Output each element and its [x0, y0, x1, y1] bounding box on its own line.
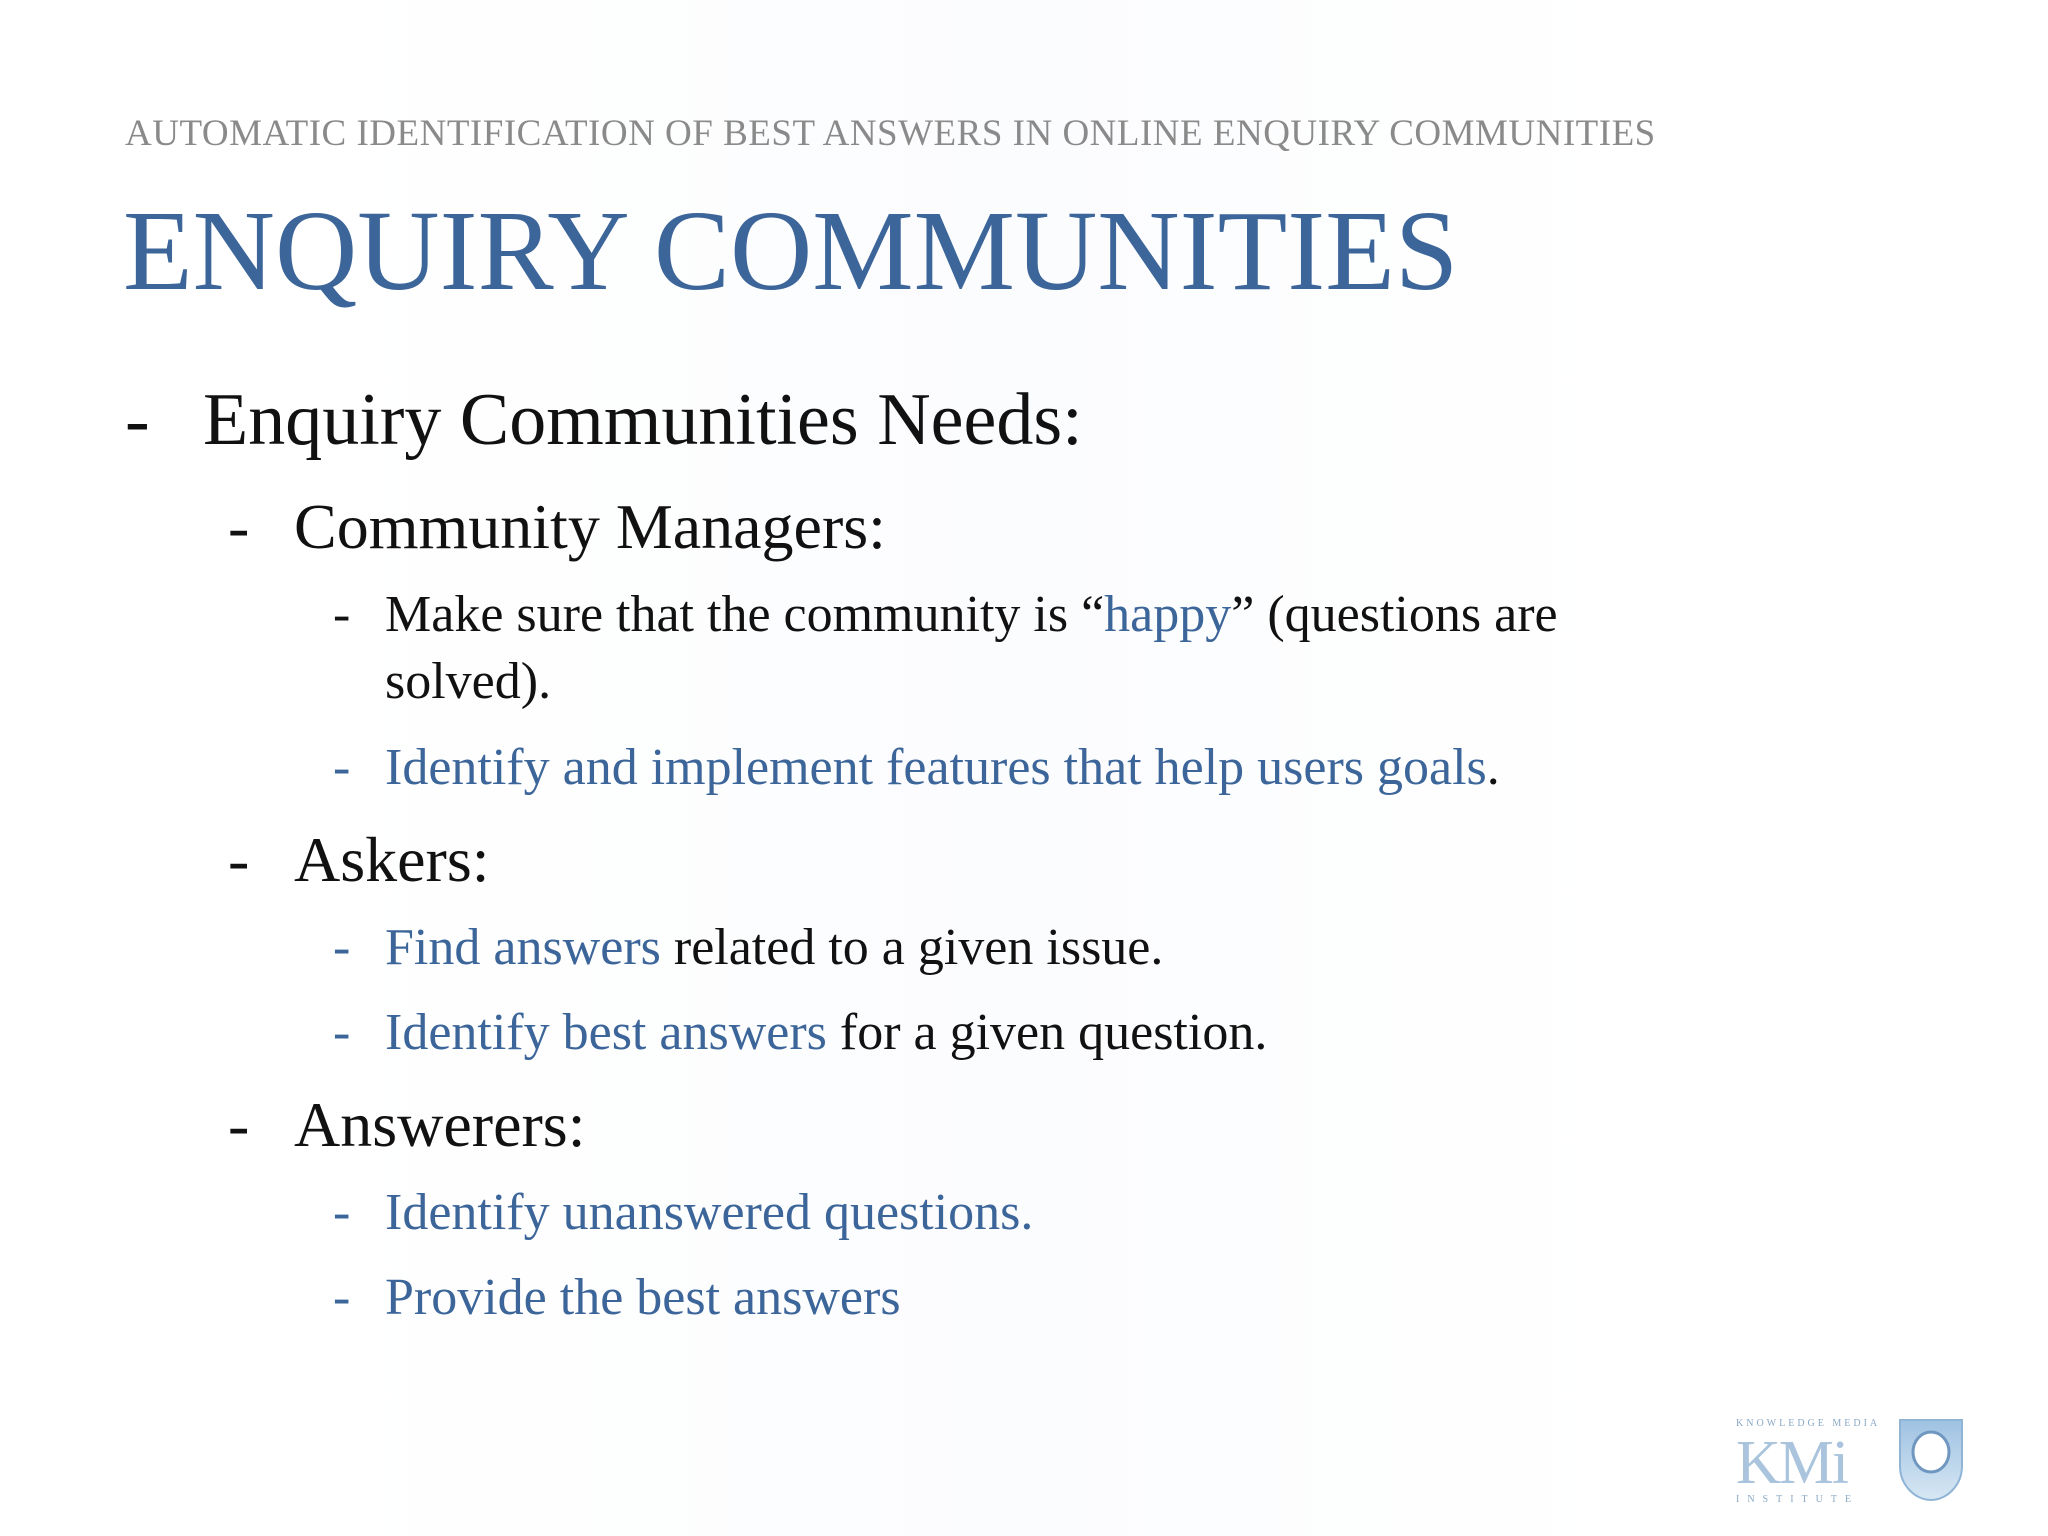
bullet-dash: - [228, 491, 250, 562]
logo-main-text: KMi [1736, 1429, 1848, 1497]
bullet-dash: - [228, 1089, 250, 1160]
text-plain: . [1486, 739, 1500, 796]
bullet-managers-item-1-line-2: solved). [385, 653, 552, 710]
bullet-text [385, 585, 1558, 644]
bullet-text: Answerers: [294, 1089, 586, 1160]
text-highlight: happy [1104, 586, 1232, 643]
bullet-dash: - [333, 739, 351, 796]
text-highlight: Identify and implement features that help users goals [385, 739, 1487, 796]
bullet-dash: - [333, 1269, 351, 1326]
bullet-text [385, 1003, 1267, 1062]
bullet-text: Enquiry Communities Needs: [203, 379, 1083, 461]
bullet-dash: - [333, 919, 351, 976]
bullet-dash: - [333, 1184, 351, 1241]
text-plain: Make sure that the community is “ [385, 586, 1105, 643]
bullet-dash: - [125, 379, 150, 461]
text-plain: for a given question. [826, 1004, 1268, 1061]
bullet-dash: - [333, 586, 351, 643]
text-plain: related to a given issue. [660, 919, 1164, 976]
text-plain: ” (questions are [1231, 586, 1558, 643]
text-highlight: Find answers [385, 919, 661, 976]
kmi-logo [1736, 1418, 1966, 1504]
bullet-dash: - [333, 1004, 351, 1061]
bullet-text: Askers: [294, 824, 490, 895]
bullet-text: Community Managers: [294, 491, 886, 562]
bullet-text: Identify unanswered questions. [385, 1184, 1034, 1241]
logo-top-text: KNOWLEDGE MEDIA [1736, 1418, 1881, 1429]
presentation-subtitle: AUTOMATIC IDENTIFICATION OF BEST ANSWERS IN ONLINE ENQUIRY COMMUNITIES [125, 113, 1656, 154]
text-highlight: Identify best answers [385, 1004, 827, 1061]
logo-bottom-text: INSTITUTE [1736, 1494, 1860, 1505]
bullet-text [385, 918, 1163, 977]
bullet-dash: - [228, 824, 250, 895]
bullet-text: Provide the best answers [385, 1269, 901, 1326]
open-university-shield-icon [1896, 1418, 1966, 1502]
bullet-text [385, 738, 1500, 797]
slide-title: ENQUIRY COMMUNITIES [123, 187, 1459, 314]
